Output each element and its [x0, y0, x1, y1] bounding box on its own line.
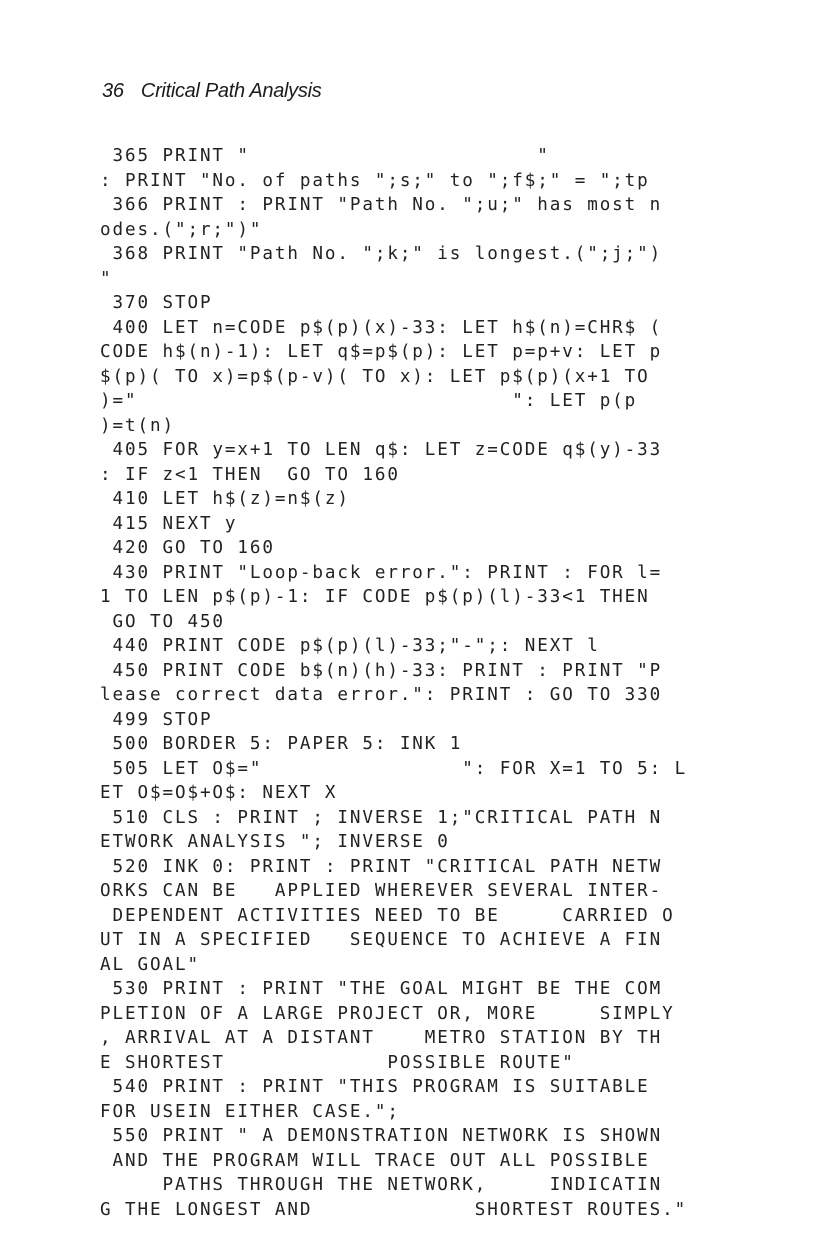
code-line: 540 PRINT : PRINT "THIS PROGRAM IS SUITABLE [100, 1077, 650, 1097]
code-line: )=" ": LET p(p [100, 391, 638, 411]
code-line: UT IN A SPECIFIED SEQUENCE TO ACHIEVE A FIN [100, 930, 663, 950]
code-line: 366 PRINT : PRINT "Path No. ";u;" has most n [100, 195, 663, 215]
code-line: 430 PRINT "Loop-back error.": PRINT : FOR l= [100, 562, 663, 583]
code-line: 520 INK 0: PRINT : PRINT "CRITICAL PATH NETW [100, 856, 663, 877]
code-line: ORKS CAN BE APPLIED WHEREVER SEVERAL INTER- [100, 881, 663, 901]
code-line: 410 LET h$(z)=n$(z) [100, 489, 350, 509]
code-line: 440 PRINT CODE p$(p)(l)-33;"-";: NEXT l [100, 636, 600, 656]
code-line: 499 STOP [100, 709, 213, 730]
page-header [102, 80, 321, 103]
code-line: 368 PRINT "Path No. ";k;" is longest.(";j;") [100, 244, 663, 264]
code-line: GO TO 450 [100, 611, 225, 632]
code-line: 365 PRINT " " [100, 146, 550, 166]
code-line: AND THE PROGRAM WILL TRACE OUT ALL POSSIBLE [100, 1150, 650, 1171]
running-title: Critical Path Analysis [140, 80, 322, 102]
code-line: $(p)( TO x)=p$(p-v)( TO x): LET p$(p)(x+1 TO [100, 366, 650, 387]
code-line: PATHS THROUGH THE NETWORK, INDICATIN [100, 1175, 663, 1195]
code-line: )=t(n) [100, 415, 175, 436]
basic-program-listing [100, 144, 720, 1222]
code-line: 400 LET n=CODE p$(p)(x)-33: LET h$(n)=CHR$ ( [100, 317, 663, 338]
code-line: 530 PRINT : PRINT "THE GOAL MIGHT BE THE COM [100, 979, 663, 999]
code-line: G THE LONGEST AND SHORTEST ROUTES." [100, 1199, 688, 1220]
code-line: lease correct data error.": PRINT : GO TO 330 [100, 685, 663, 705]
code-line: 370 STOP [100, 293, 213, 313]
code-line: FOR USEIN EITHER CASE."; [100, 1101, 400, 1122]
code-line: E SHORTEST POSSIBLE ROUTE" [100, 1052, 575, 1073]
code-line: , ARRIVAL AT A DISTANT METRO STATION BY TH [100, 1028, 663, 1048]
code-line: 450 PRINT CODE b$(n)(h)-33: PRINT : PRINT "P [100, 660, 663, 681]
code-line: 415 NEXT y [100, 513, 238, 534]
code-line: DEPENDENT ACTIVITIES NEED TO BE CARRIED O [100, 905, 675, 926]
code-line: CODE h$(n)-1): LET q$=p$(p): LET p=p+v: LET p [100, 342, 663, 362]
page-number: 36 [102, 80, 124, 102]
code-line: ETWORK ANALYSIS "; INVERSE 0 [100, 832, 450, 852]
code-line: " [100, 268, 113, 289]
code-line: : IF z<1 THEN GO TO 160 [100, 464, 400, 485]
code-line: : PRINT "No. of paths ";s;" to ";f$;" = ";tp [100, 170, 650, 191]
code-line: AL GOAL" [100, 954, 200, 975]
code-line: 550 PRINT " A DEMONSTRATION NETWORK IS SHOWN [100, 1126, 663, 1146]
code-line: 405 FOR y=x+1 TO LEN q$: LET z=CODE q$(y)-33 [100, 440, 663, 460]
code-line: 510 CLS : PRINT ; INVERSE 1;"CRITICAL PATH N [100, 807, 663, 828]
code-line: 505 LET O$=" ": FOR X=1 TO 5: L [100, 758, 688, 779]
code-line: 500 BORDER 5: PAPER 5: INK 1 [100, 734, 463, 754]
code-line: ET O$=O$+O$: NEXT X [100, 783, 338, 803]
code-line: 420 GO TO 160 [100, 538, 275, 558]
code-line: PLETION OF A LARGE PROJECT OR, MORE SIMPLY [100, 1003, 675, 1024]
code-line: 1 TO LEN p$(p)-1: IF CODE p$(p)(l)-33<1 THEN [100, 587, 650, 607]
code-line: odes.(";r;")" [100, 219, 263, 240]
